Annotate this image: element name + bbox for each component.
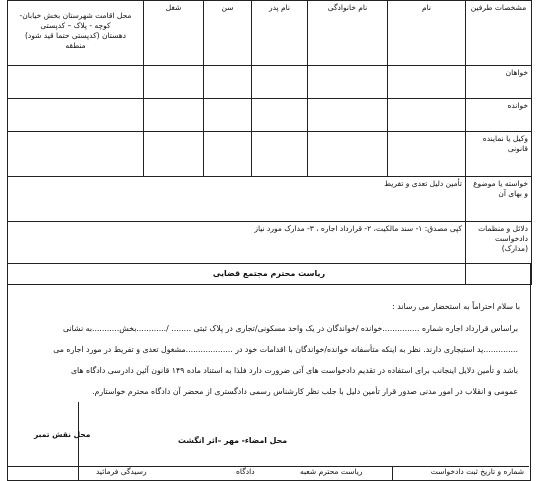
signature-label: محل امضاء- مهر –اثر انگشت <box>178 436 288 445</box>
cell[interactable] <box>252 66 308 99</box>
cell[interactable] <box>252 99 308 132</box>
label-khahan: خواهان <box>466 66 532 99</box>
footer-divider-v <box>392 467 393 480</box>
parties-table <box>7 0 532 285</box>
footer-branch: ریاست محترم شعبه <box>300 467 363 476</box>
footer-registration: شماره و تاریخ ثبت دادخواست <box>430 467 524 476</box>
paragraph-line: باشد و تأمین دلایل اینجانب برای استفاده در تقدیم دادخواست های آتی ضرورت دارد فلذا به استناد ماده ۱۴۹ قانون آئین دادرسی دادگاه های <box>70 366 518 375</box>
label-dalail: دلائل و منظمات دادخواست (مدارک) <box>466 222 532 285</box>
row-khande <box>8 99 532 132</box>
paragraph-line: براساس قرارداد اجاره شماره ...............خوانده /خواندگان در یک واحد مسکونی/تجاری در پلاک ثبتی ........ /............بخش...........به نشانی <box>62 324 518 333</box>
court-title: ریاست محترم مجتمع قضایی <box>7 263 531 285</box>
paragraph-line: عمومی و انقلاب در امور مدنی صدور قرار تأمین دلیل با جلب نظر کارشناس رسمی دادگستری از محضر آن دادگاه محترم خواستارم. <box>92 387 518 396</box>
cell[interactable] <box>204 132 252 177</box>
label-khaste: خواسته یا موضوع و بهای آن <box>466 177 532 222</box>
row-khaste <box>8 177 532 222</box>
header-job: شغل <box>144 1 204 66</box>
header-age: سن <box>204 1 252 66</box>
stamp-label: محل نقش تمبر <box>34 430 91 439</box>
row-khahan <box>8 66 532 99</box>
stamp-divider <box>78 402 79 480</box>
cell[interactable] <box>204 66 252 99</box>
cell[interactable] <box>388 99 466 132</box>
cell[interactable] <box>144 66 204 99</box>
cell[interactable] <box>8 99 144 132</box>
header-address <box>8 1 144 66</box>
address-line-2: دهستان (کدپستی حتما قید شود) <box>24 31 127 41</box>
footer-court: دادگاه <box>236 467 255 476</box>
row-vakil <box>8 132 532 177</box>
cell[interactable] <box>204 99 252 132</box>
cell[interactable] <box>144 99 204 132</box>
petition-body <box>7 284 531 481</box>
cell[interactable] <box>308 66 388 99</box>
cell[interactable] <box>8 132 144 177</box>
header-father: نام پدر <box>252 1 308 66</box>
header-family: نام خانوادگی <box>308 1 388 66</box>
address-line-3: منطقه <box>65 41 86 51</box>
intro-text: با سلام احتراماً به استحضار می رساند : <box>392 302 520 311</box>
header-name: نام <box>388 1 466 66</box>
address-line-1: محل اقامت شهرستان بخش خیابان- کوچه - پلاک – کدپستی <box>19 11 132 31</box>
table-header-row <box>8 1 532 66</box>
footer-proceed: رسیدگی فرمائید <box>96 467 147 476</box>
khaste-value[interactable]: تأمین دلیل تعدی و تفریط <box>8 177 466 222</box>
cell[interactable] <box>308 132 388 177</box>
cell[interactable] <box>252 132 308 177</box>
label-vakil: وکیل یا نماینده قانونی <box>466 132 532 177</box>
header-parties: مشخصات طرفین <box>466 1 532 66</box>
cell[interactable] <box>308 99 388 132</box>
dalail-value[interactable]: کپی مصدق: ۱- سند مالکیت، ۲- قرارداد اجاره ، ۳- مدارک مورد نیاز <box>8 222 466 285</box>
cell[interactable] <box>388 66 466 99</box>
cell[interactable] <box>388 132 466 177</box>
cell[interactable] <box>144 132 204 177</box>
petition-paragraph <box>20 318 518 402</box>
cell[interactable] <box>8 66 144 99</box>
label-khande: خوانده <box>466 99 532 132</box>
paragraph-line: ..............ید استیجاری دارند. نظر به اینکه متأسفانه خوانده/خواندگان با اقدامات خود در ...................مشغول تعدی و تفریط در مورد اجاره می <box>53 345 518 354</box>
